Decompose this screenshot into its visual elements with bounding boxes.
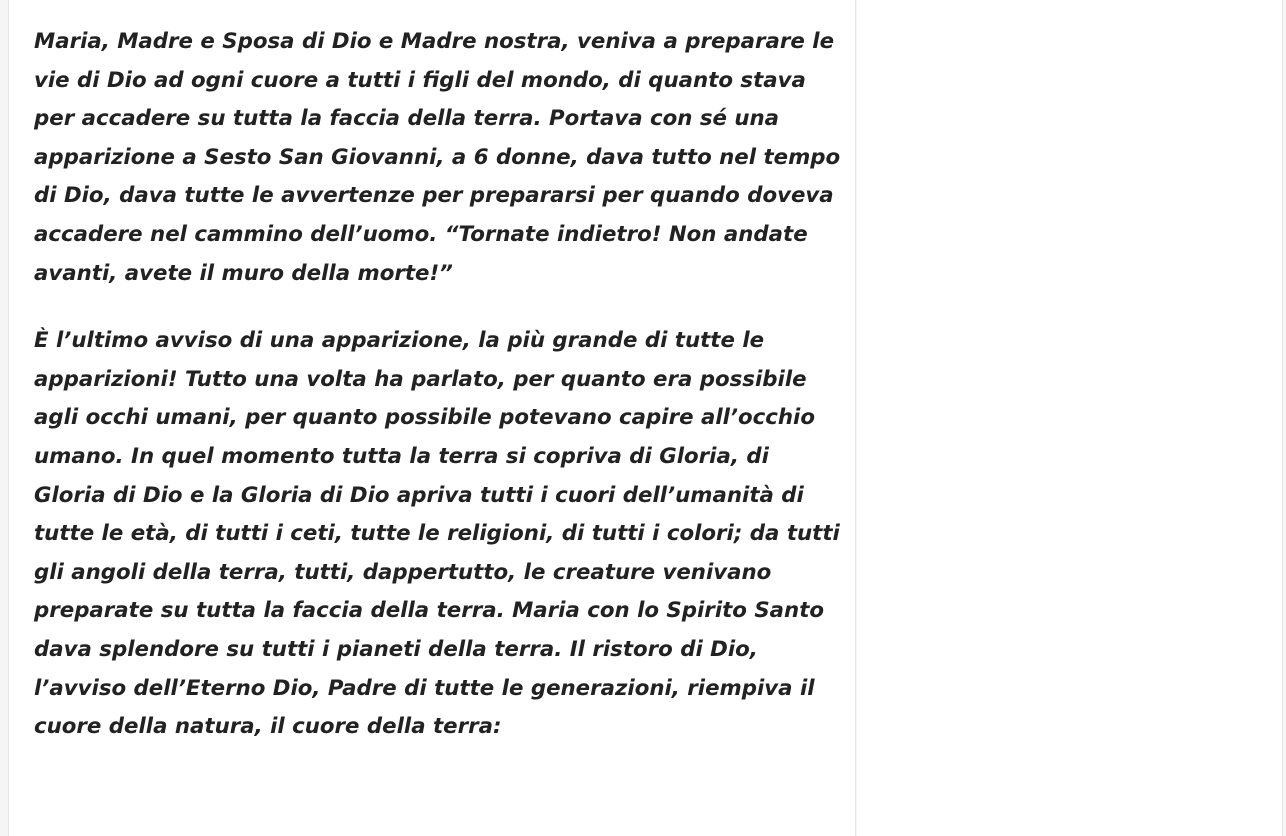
article-paragraph: Maria, Madre e Sposa di Dio e Madre nostra, veniva a preparare le vie di Dio ad ogni cuore a tutti i figli del mondo, di quanto stava per accadere su tutta la faccia della terra. Portava con sé una apparizione a Sesto San Giovanni, a 6 donne, dava tutto nel tempo di Dio, dava tutte le avvertenze per prepararsi per quando doveva accadere nel cammino dell’uomo. “Tornate indietro! Non andate avanti, avete il muro della morte!” (34, 29, 841, 286)
article-body (34, 23, 844, 776)
sidebar-column (857, 0, 1283, 836)
article-paragraph: È l’ultimo avviso di una apparizione, la più grande di tutte le apparizioni! Tutto una volta ha parlato, per quanto era possibile agli occhi umani, per quanto possibile potevano capire all’occhio umano. In quel momento tutta la terra si copriva di Gloria, di Gloria di Dio e la Gloria di Dio apriva tutti i cuori dell’umanità di tutte le età, di tutti i ceti, tutte le religioni, di tutti i colori; da tutti gli angoli della terra, tutti, dappertutto, le creature venivano preparate su tutta la faccia della terra. Maria con lo Spirito Santo dava splendore su tutti i pianeti della terra. Il ristoro di Dio, l’avviso dell’Eterno Dio, Padre di tutte le generazioni, riempiva il cuore della natura, il cuore della terra: (34, 328, 840, 740)
content-column (8, 0, 856, 836)
